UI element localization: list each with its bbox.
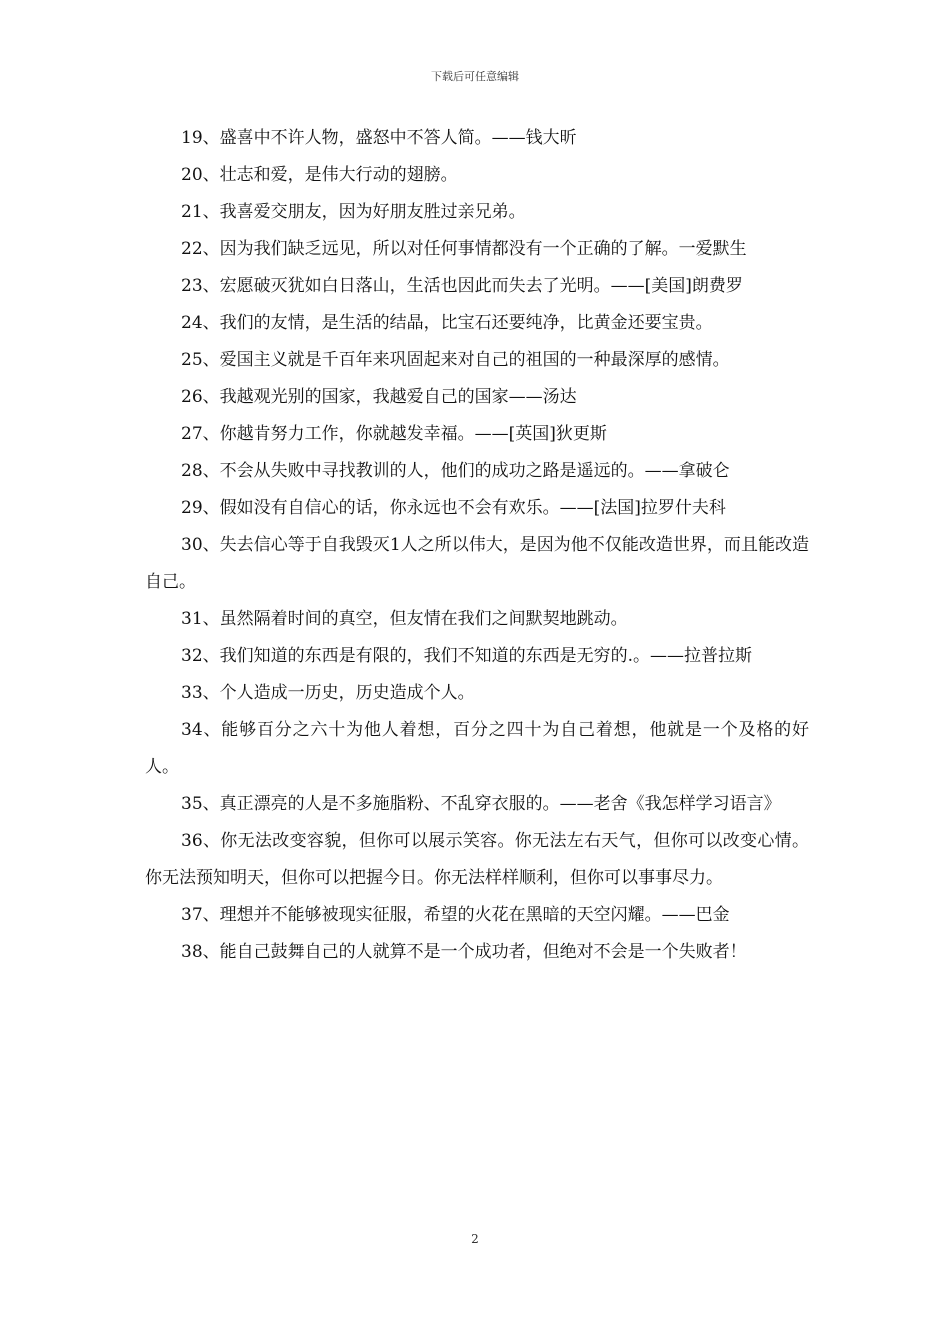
quote-paragraph-35: 35、真正漂亮的人是不多施脂粉、不乱穿衣服的。——老舍《我怎样学习语言》 [181, 794, 781, 814]
quote-paragraph-22: 22、因为我们缺乏远见，所以对任何事情都没有一个正确的了解。一爱默生 [181, 239, 747, 259]
quote-paragraph-26: 26、我越观光别的国家，我越爱自己的国家——汤达 [181, 387, 577, 407]
quote-paragraph-29: 29、假如没有自信心的话，你永远也不会有欢乐。——[法国]拉罗什夫科 [181, 498, 726, 518]
quote-paragraph-20: 20、壮志和爱，是伟大行动的翅膀。 [181, 165, 458, 185]
quote-paragraph-31: 31、虽然隔着时间的真空，但友情在我们之间默契地跳动。 [181, 609, 628, 629]
document-body [145, 120, 809, 971]
quote-paragraph-33: 33、个人造成一历史，历史造成个人。 [181, 683, 475, 703]
quote-paragraph-30: 30、失去信心等于自我毁灭1人之所以伟大，是因为他不仅能改造世界，而且能改造自己。 [145, 535, 809, 592]
quote-paragraph-36: 36、你无法改变容貌，但你可以展示笑容。你无法左右天气，但你可以改变心情。你无法预知明天，但你可以把握今日。你无法样样顺利，但你可以事事尽力。 [145, 831, 809, 888]
quote-paragraph-34: 34、能够百分之六十为他人着想，百分之四十为自己着想，他就是一个及格的好人。 [145, 720, 809, 777]
quote-paragraph-32: 32、我们知道的东西是有限的，我们不知道的东西是无穷的.。——拉普拉斯 [181, 646, 753, 666]
quote-paragraph-38: 38、能自己鼓舞自己的人就算不是一个成功者，但绝对不会是一个失败者！ [181, 942, 747, 962]
page-header: 下载后可任意编辑 [431, 70, 519, 83]
quote-paragraph-21: 21、我喜爱交朋友，因为好朋友胜过亲兄弟。 [181, 202, 526, 222]
quote-paragraph-28: 28、不会从失败中寻找教训的人，他们的成功之路是遥远的。——拿破仑 [181, 461, 730, 481]
quote-paragraph-24: 24、我们的友情，是生活的结晶，比宝石还要纯净，比黄金还要宝贵。 [181, 313, 713, 333]
quote-paragraph-23: 23、宏愿破灭犹如白日落山，生活也因此而失去了光明。——[美国]朗费罗 [181, 276, 743, 296]
quote-paragraph-37: 37、理想并不能够被现实征服，希望的火花在黑暗的天空闪耀。——巴金 [181, 905, 730, 925]
quote-paragraph-27: 27、你越肯努力工作，你就越发幸福。——[英国]狄更斯 [181, 424, 607, 444]
quote-paragraph-25: 25、爱国主义就是千百年来巩固起来对自己的祖国的一种最深厚的感情。 [181, 350, 730, 370]
page-number: 2 [471, 1232, 479, 1246]
quote-paragraph-19: 19、盛喜中不许人物，盛怒中不答人简。——钱大昕 [181, 128, 577, 148]
